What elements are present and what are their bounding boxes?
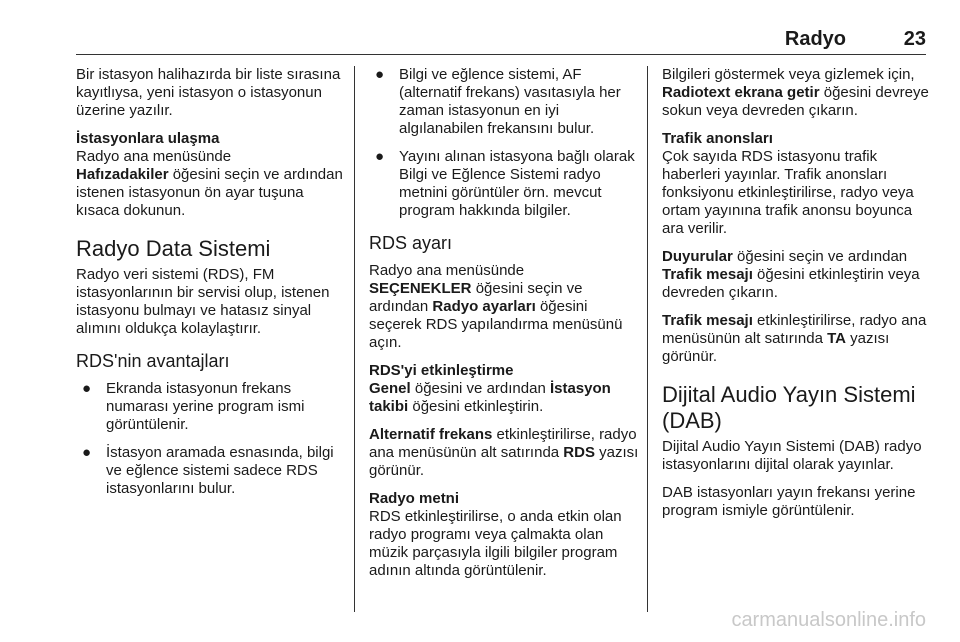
paragraph: Trafik mesajı etkinleştirilirse, radyo ana menüsünün alt satırında TA yazısı görünür.: [662, 312, 927, 365]
bullet-list: [76, 380, 346, 498]
bullet-icon: ●: [375, 66, 385, 83]
column-2: [369, 66, 639, 590]
menu-term: Hafızadakiler: [76, 166, 169, 183]
paragraph: Genel öğesini ve ardından İstasyon takibi öğesini etkinleştirin.: [369, 380, 611, 415]
subsection-heading: RDS'nin avantajları: [76, 351, 230, 371]
menu-term: Alternatif frekans: [369, 426, 493, 443]
menu-term: İstasyon takibi: [369, 380, 611, 415]
menu-term: RDS: [563, 444, 595, 461]
menu-term: Radiotext ekrana getir: [662, 84, 820, 101]
paragraph: Dijital Audio Yayın Sistemi (DAB) radyo istasyonlarını dijital olarak yayınlar.: [662, 438, 922, 473]
section-title: Radyo: [784, 28, 846, 50]
paragraph: Alternatif frekans etkinleştirilirse, radyo ana menüsünün alt satırında RDS yazısı görünür.: [369, 426, 639, 479]
bullet-icon: ●: [82, 380, 92, 397]
subheading: RDS'yi etkinleştirme: [369, 362, 514, 379]
paragraph: Çok sayıda RDS istasyonu trafik haberleri yayınlar. Trafik anonsları fonksiyonu etkinleştirilirse, radyo veya ortam yayınına trafik anonsu boyunca ara verilir.: [662, 148, 914, 237]
paragraph: Radyo ana menüsünde SEÇENEKLER öğesini seçin ve ardından Radyo ayarları öğesini seçerek RDS yapılandırma menüsünü açın.: [369, 262, 623, 351]
header-rule: [76, 54, 926, 55]
column-divider-2: [647, 66, 648, 612]
paragraph: Duyurular öğesini seçin ve ardından Trafik mesajı öğesini etkinleştirin veya devreden çıkarın.: [662, 248, 920, 301]
section-heading: Radyo Data Sistemi: [76, 236, 271, 261]
menu-term: Trafik mesajı: [662, 312, 753, 329]
subheading: Radyo metni: [369, 490, 460, 507]
watermark: carmanualsonline.info: [731, 609, 926, 631]
subheading: İstasyonlara ulaşma: [76, 130, 220, 147]
column-1: [76, 66, 346, 508]
menu-term: Duyurular: [662, 248, 733, 265]
paragraph: Bir istasyon halihazırda bir liste sırasına kayıtlıysa, yeni istasyon o istasyonun üzerine yazılır.: [76, 66, 341, 119]
list-item: ● Ekranda istasyonun frekans numarası yerine program ismi görüntülenir.: [82, 380, 305, 433]
bullet-icon: ●: [82, 444, 92, 461]
paragraph: Radyo ana menüsünde Hafızadakiler öğesini seçin ve ardından istenen istasyonun ön ayar tuşuna kısaca dokunun.: [76, 148, 343, 219]
subsection-heading: RDS ayarı: [369, 233, 453, 253]
column-divider-1: [354, 66, 355, 612]
menu-term: Genel: [369, 380, 411, 397]
menu-term: Trafik mesajı: [662, 266, 753, 283]
page-header: [76, 28, 926, 52]
column-3: [662, 66, 932, 530]
list-item: ● Yayını alınan istasyona bağlı olarak Bilgi ve Eğlence Sistemi radyo metnini görüntüler örn. mevcut program hakkında bilgiler.: [375, 148, 635, 219]
paragraph: DAB istasyonları yayın frekansı yerine program ismiyle görüntülenir.: [662, 484, 916, 519]
list-item: ● İstasyon aramada esnasında, bilgi ve eğlence sistemi sadece RDS istasyonlarını bulur.: [82, 444, 334, 497]
bullet-icon: ●: [375, 148, 385, 165]
page-number: 23: [903, 28, 926, 50]
paragraph: Bilgileri göstermek veya gizlemek için, Radiotext ekrana getir öğesini devreye sokun veya devreden çıkarın.: [662, 66, 929, 119]
subheading: Trafik anonsları: [662, 130, 773, 147]
menu-term: Radyo ayarları: [432, 298, 536, 315]
section-heading: Dijital Audio Yayın Sistemi (DAB): [662, 382, 916, 433]
bullet-list: [369, 66, 639, 220]
menu-term: TA: [827, 330, 846, 347]
paragraph: Radyo veri sistemi (RDS), FM istasyonlarının bir servisi olup, istenen istasyonu bulmayı ve hatasız sinyal alımını oldukça kolaylaştırır.: [76, 266, 330, 337]
menu-term: SEÇENEKLER: [369, 280, 472, 297]
paragraph: RDS etkinleştirilirse, o anda etkin olan radyo programı veya çalmakta olan müzik parçasıyla ilgili bilgiler program adının altında görüntülenir.: [369, 508, 622, 579]
list-item: ● Bilgi ve eğlence sistemi, AF (alternatif frekans) vasıtasıyla her zaman istasyonun en iyi algılanabilen frekansını bulur.: [375, 66, 621, 137]
